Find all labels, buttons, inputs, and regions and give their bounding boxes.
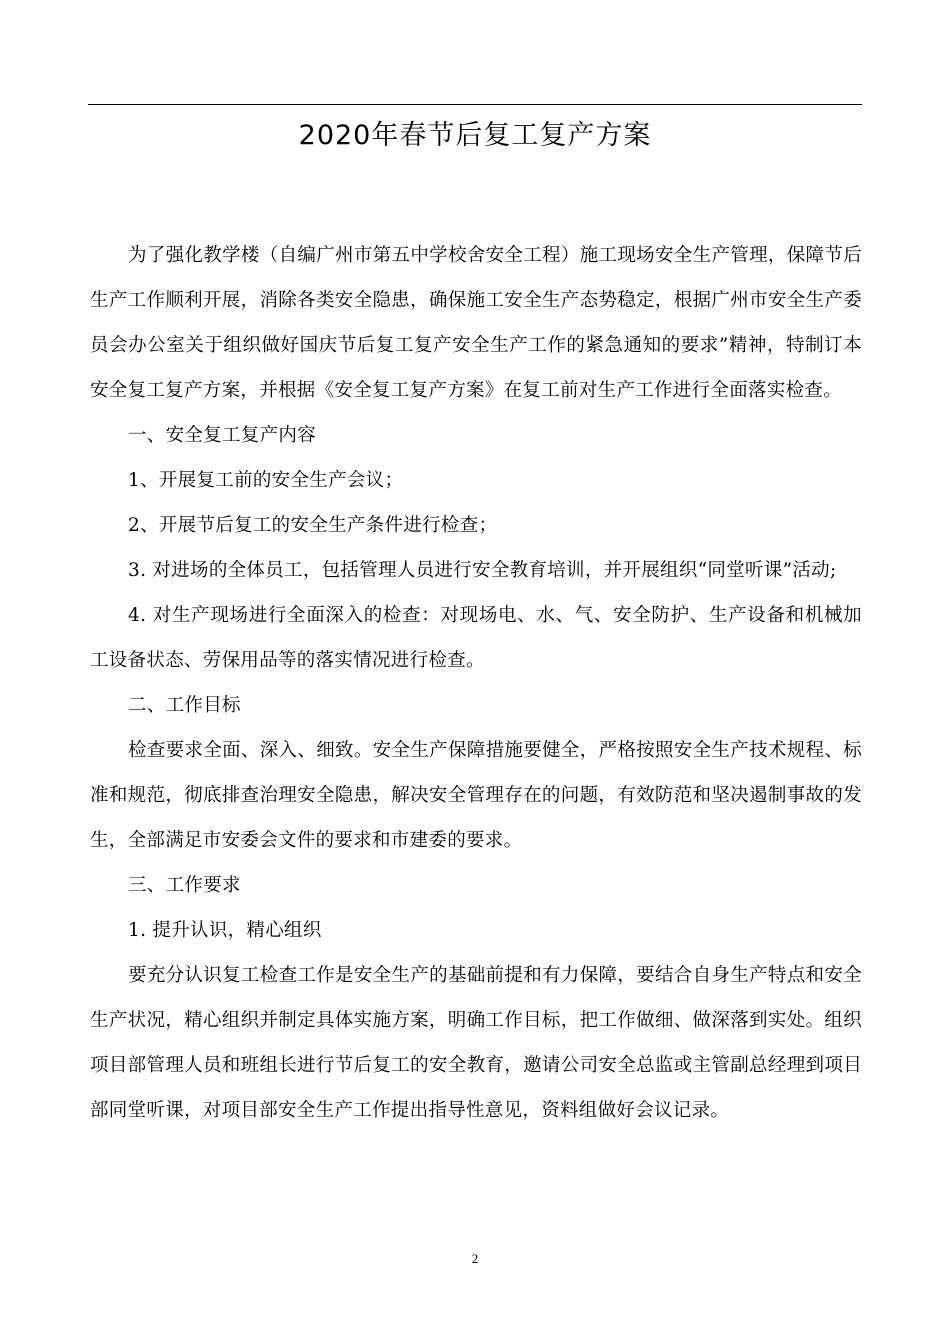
document-body	[90, 233, 862, 1133]
list-item-4: 4. 对生产现场进行全面深入的检查：对现场电、水、气、安全防护、生产设备和机械加工设备状态、劳保用品等的落实情况进行检查。	[90, 605, 862, 671]
list-item-1: 1、开展复工前的安全生产会议；	[128, 470, 404, 491]
paragraph-requirements: 要充分认识复工检查工作是安全生产的基础前提和有力保障，要结合自身生产特点和安全生产状况，精心组织并制定具体实施方案，明确工作目标，把工作做细、做深落到实处。组织项目部管理人员和班组长进行节后复工的安全教育，邀请公司安全总监或主管副总经理到项目部同堂听课，对项目部安全生产工作提出指导性意见，资料组做好会议记录。	[90, 965, 862, 1121]
paragraph-intro: 为了强化教学楼（自编广州市第五中学校舍安全工程）施工现场安全生产管理，保障节后生产工作顺利开展，消除各类安全隐患，确保施工安全生产态势稳定，根据广州市安全生产委员会办公室关于组织做好国庆节后复工复产安全生产工作的紧急通知的要求”精神，特制订本安全复工复产方案，并根据《安全复工复产方案》在复工前对生产工作进行全面落实检查。	[90, 245, 862, 401]
header-rule	[88, 104, 862, 105]
section-heading-3: 三、工作要求	[128, 875, 241, 896]
list-item-3: 3. 对进场的全体员工，包括管理人员进行安全教育培训，并开展组织“同堂听课”活动;	[128, 560, 837, 581]
subheading-1: 1. 提升认识，精心组织	[128, 920, 322, 941]
section-heading-2: 二、工作目标	[128, 695, 241, 716]
list-item-2: 2、开展节后复工的安全生产条件进行检查；	[128, 515, 498, 536]
section-heading-1: 一、安全复工复产内容	[128, 425, 317, 446]
document-title: 2020年春节后复工复产方案	[298, 120, 652, 151]
page-number: 2	[471, 1251, 479, 1266]
paragraph-goals: 检查要求全面、深入、细致。安全生产保障措施要健全，严格按照安全生产技术规程、标准和规范，彻底排查治理安全隐患，解决安全管理存在的问题，有效防范和坚决遏制事故的发生，全部满足市安委会文件的要求和市建委的要求。	[90, 740, 862, 851]
